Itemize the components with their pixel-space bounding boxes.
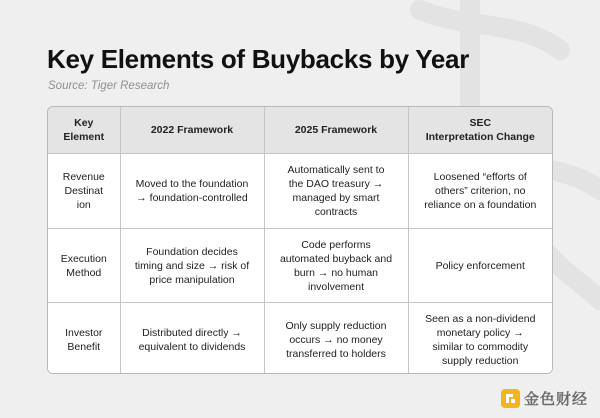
buyback-table — [48, 107, 552, 374]
table-header-row — [48, 107, 552, 154]
page-title: Key Elements of Buybacks by Year — [47, 44, 470, 74]
cell-2022: Moved to the foundation → foundation-controlled — [120, 154, 264, 229]
table-row — [48, 229, 552, 303]
brand-logo-text: 金色财经 — [523, 391, 588, 408]
cell-sec: Loosened “efforts of others” criterion, no reliance on a foundation — [408, 154, 552, 229]
cell-sec: Policy enforcement — [408, 229, 552, 303]
header-2025-framework: 2025 Framework — [264, 107, 408, 154]
cell-2025: Only supply reduction occurs → no money transferred to holders — [264, 303, 408, 375]
cell-2022: Foundation decides timing and size → risk of price manipulation — [120, 229, 264, 303]
cell-2022: Distributed directly → equivalent to dividends — [120, 303, 264, 375]
header-key-element: Key Element — [48, 107, 120, 154]
brand-logo — [501, 388, 588, 409]
cell-2025: Automatically sent to the DAO treasury → managed by smart contracts — [264, 154, 408, 229]
row-key-cell: Investor Benefit — [48, 303, 120, 375]
source-caption: Source: Tiger Research — [48, 80, 170, 92]
row-key-cell: Execution Method — [48, 229, 120, 303]
header-2022-framework: 2022 Framework — [120, 107, 264, 154]
header-sec-interpretation: SEC Interpretation Change — [408, 107, 552, 154]
cell-2025: Code performs automated buyback and burn → no human involvement — [264, 229, 408, 303]
buyback-table-container — [47, 106, 553, 374]
table-row — [48, 303, 552, 375]
cell-sec: Seen as a non-dividend monetary policy → similar to commodity supply reduction — [408, 303, 552, 375]
table-row — [48, 154, 552, 229]
row-key-cell: Revenue Destinat ion — [48, 154, 120, 229]
brand-logo-icon — [501, 389, 520, 408]
